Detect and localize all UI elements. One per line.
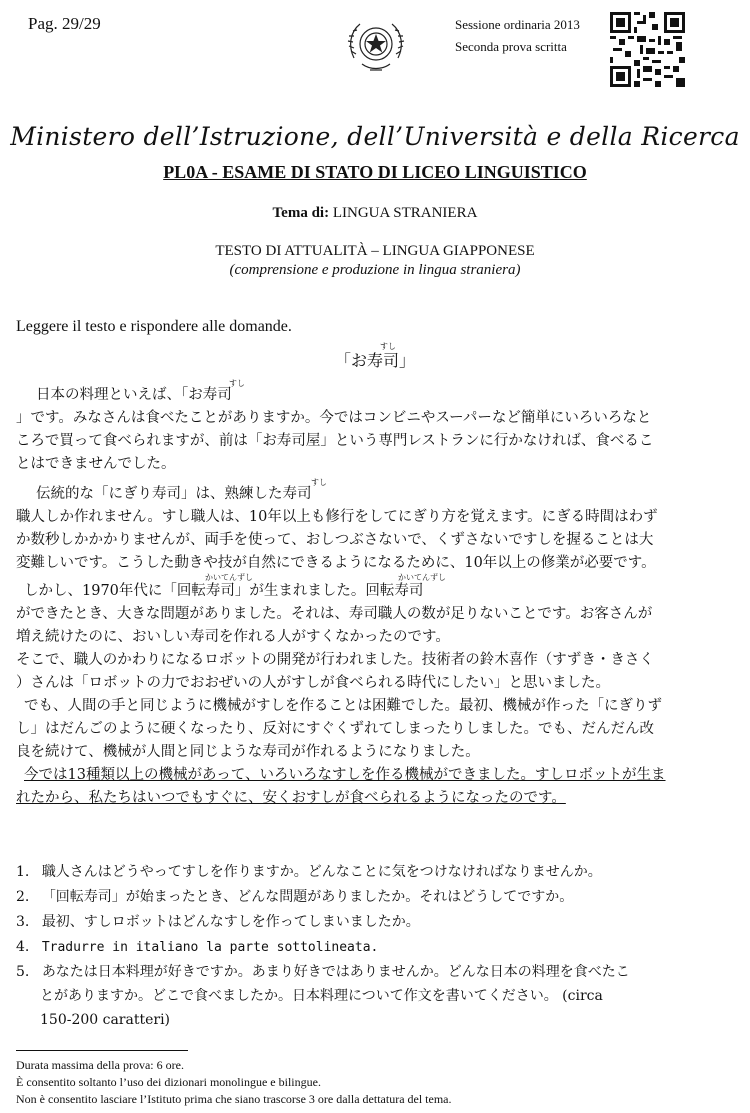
japanese-title: 「お寿司」 xyxy=(334,351,415,370)
republic-emblem-icon xyxy=(340,14,412,78)
p1-line4: とはできませんでした。 xyxy=(16,456,176,472)
p5-line1-underlined: 今では13種類以上の機械があって、いろいろなすしを作る機械ができました。すしロボットが生ま xyxy=(24,767,666,783)
p3-line5: ）さんは「ロボットの力でおおぜいの人がすしが食べられる時代にしたい」と思いました。 xyxy=(16,675,611,691)
question-5-line3: 150-200 caratteri) xyxy=(40,1012,171,1028)
question-5-line2: とがありますか。どこで食べましたか。日本料理について作文を書いてください。 (circa xyxy=(40,988,603,1004)
exam-code: PL0A - ESAME DI STATO DI LICEO LINGUISTICO xyxy=(163,162,587,182)
ministry-title: Ministero dell’Istruzione, dell’Università e della Ricerca xyxy=(10,122,740,151)
question-1 xyxy=(16,860,602,884)
p2-line1: 伝統的な「にぎり寿司」は、熟練した寿司 xyxy=(36,486,312,502)
question-number: 4. xyxy=(16,939,30,955)
question-5 xyxy=(16,960,630,984)
footer-leave-rule: Non è consentito lasciare l’Istituto prima che siano trascorse 3 ore dalla dettatura del tema. xyxy=(16,1092,452,1106)
ruby-sushi-p2: すし xyxy=(311,478,327,487)
p4-line1: でも、人間の手と同じように機械がすしを作ることは困難でした。最初、機械が作った「にぎりず xyxy=(24,698,662,714)
ruby-kaitenzushi-1: かいてんずし xyxy=(205,573,253,582)
question-text: 「回転寿司」が始まったとき、どんな問題がありましたか。それはどうしてですか。 xyxy=(41,889,574,905)
p1-line3: ころで買って食べられますが、前は「お寿司屋」という専門レストランに行かなければ、食べるこ xyxy=(16,433,654,449)
p2-line4: 変難しいです。こうした動きや技が自然にできるようになるために、10年以上の修業が必要です。 xyxy=(16,555,656,571)
p1-line2: 」です。みなさんは食べたことがありますか。今ではコンビニやスーパーなど簡単にいろいろなと xyxy=(16,410,652,426)
tema-label: Tema di: xyxy=(272,205,330,221)
footer-divider xyxy=(16,1050,188,1051)
qr-code-icon xyxy=(610,12,685,87)
question-4 xyxy=(16,935,378,960)
footer-dictionaries: È consentito soltanto l’uso dei dizionari monolingue e bilingue. xyxy=(16,1075,321,1089)
question-2 xyxy=(16,885,573,909)
question-text: Tradurre in italiano la parte sottolineata. xyxy=(41,940,379,955)
ruby-kaitenzushi-2: かいてんずし xyxy=(398,573,446,582)
question-3 xyxy=(16,910,420,934)
p2-line2: 職人しか作れません。すし職人は、10年以上も修行をしてにぎり方を覚えます。にぎる時間はわず xyxy=(16,509,658,525)
exam-title xyxy=(0,162,750,183)
p3-line3: 増え続けたのに、おいしい寿司を作れる人がすくなかったのです。 xyxy=(16,629,450,645)
session-label: Sessione ordinaria 2013 xyxy=(455,17,580,32)
question-text: あなたは日本料理が好きですか。あまり好きではありませんか。どんな日本の料理を食べたこ xyxy=(41,964,630,980)
ruby-sushi-title: すし xyxy=(380,342,396,351)
p4-line2: し」はだんごのように硬くなったり、反対にすぐくずれてしまったりしました。でも、だんだん改 xyxy=(16,721,654,737)
p5-line2-underlined: れたから、私たちはいつでもすぐに、安くおすしが食べられるようになったのです。 xyxy=(16,790,566,806)
page-number: Pag. 29/29 xyxy=(28,14,101,33)
p2-line3: か数秒しかかかりませんが、両手を使って、おしつぶさないで、くずさないですしを握ることは大 xyxy=(16,532,654,548)
p4-line3: 良を続けて、機械が人間と同じような寿司が作れるようになりました。 xyxy=(16,744,480,760)
testo-title: TESTO DI ATTUALITÀ – LINGUA GIAPPONESE xyxy=(215,243,535,259)
testo-subtitle: (comprensione e produzione in lingua straniera) xyxy=(229,262,521,278)
instruction: Leggere il testo e rispondere alle domande. xyxy=(16,318,292,335)
ruby-sushi-p1: すし xyxy=(229,379,245,388)
tema-value: LINGUA STRANIERA xyxy=(332,205,478,221)
prova-label: Seconda prova scritta xyxy=(455,39,567,54)
question-number: 1. xyxy=(16,864,30,880)
session-info xyxy=(455,14,580,58)
p1-line1: 日本の料理といえば、「お寿司 xyxy=(36,387,232,403)
footer-duration: Durata massima della prova: 6 ore. xyxy=(16,1058,184,1072)
question-number: 2. xyxy=(16,889,30,905)
question-text: 最初、すしロボットはどんなすしを作ってしまいましたか。 xyxy=(41,914,420,930)
question-number: 3. xyxy=(16,914,30,930)
p3-line1: しかし、1970年代に「回転寿司」が生まれました。回転寿司 xyxy=(24,583,424,599)
p3-line2: ができたとき、大きな問題がありました。それは、寿司職人の数が足りないことです。お客さんが xyxy=(16,606,653,622)
question-number: 5. xyxy=(16,964,30,980)
tema-line xyxy=(0,205,750,222)
p3-line4: そこで、職人のかわりになるロボットの開発が行われました。技術者の鈴木喜作（すずき・きさく xyxy=(16,652,654,668)
question-text: 職人さんはどうやってすしを作りますか。どんなことに気をつけなければなりませんか。 xyxy=(41,864,602,880)
